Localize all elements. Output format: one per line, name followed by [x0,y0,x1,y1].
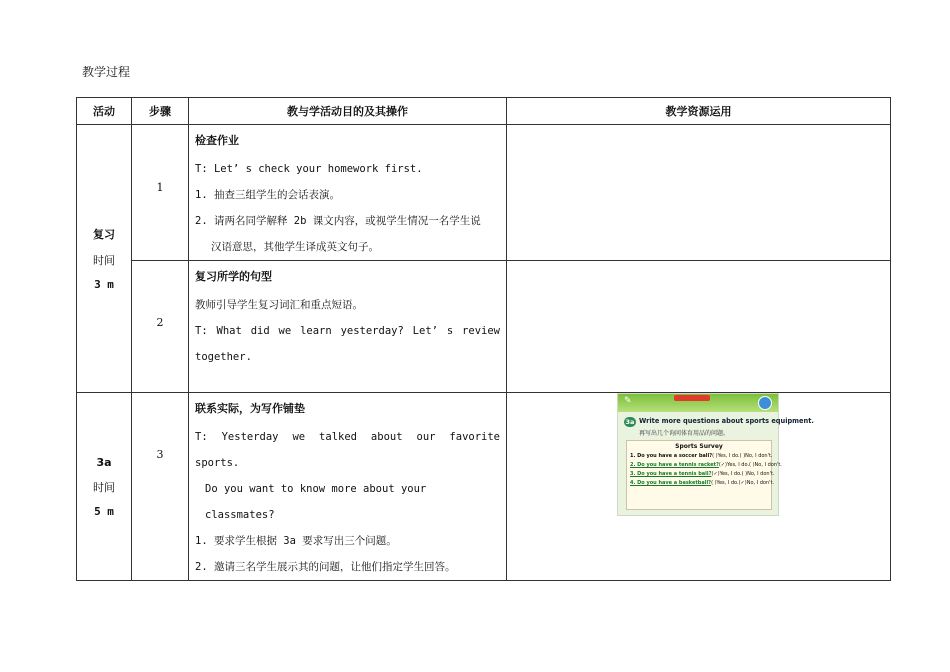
activity-cell-review [77,125,132,393]
header-resources: 教学资源运用 [507,98,891,125]
resource-cell [507,393,891,581]
survey-title: Sports Survey [675,443,723,450]
activity-name: 3a [96,455,112,469]
header-row [77,98,891,125]
survey-no: (✓)No, I don't. [738,480,775,486]
text-line: T: Yesterday we talked about our favorite sports. [195,431,500,469]
header-step: 步骤 [132,98,189,125]
ball-icon [758,396,772,410]
slide-prompt: Write more questions about sports equipment. [639,417,814,425]
time-label: 时间 [93,480,115,494]
banner-tag [674,395,710,401]
logo-icon: ✎ [624,396,632,406]
survey-row [630,480,775,486]
text-line: 2. 请两名同学解释 2b 课文内容，或视学生情况一名学生说 [195,215,481,227]
text-line: T: What did we learn yesterday? Let’ s review [195,325,500,337]
text-line: Do you want to know more about your classmates? [205,483,427,521]
step-cell [132,261,189,393]
survey-question: 1. Do you have a soccer ball? [630,453,713,459]
courseware-slide-image [617,393,814,516]
text-line: 2. 邀请三名学生展示其的问题，让他们指定学生回答。 [195,561,456,573]
duration: 3 m [94,278,114,291]
table-row [77,393,891,581]
text-line: together. [195,351,252,363]
survey-no: ( )No, I don't. [739,453,773,459]
survey-box [626,440,782,510]
text-line: T: Let’ s check your homework first. [195,163,423,175]
operations-cell [189,393,507,581]
text-line: 汉语意思，其他学生译成英文句子。 [211,241,379,253]
slide-banner [618,394,778,412]
exercise-badge: 3a [625,418,635,426]
step-cell [132,125,189,261]
survey-yes: (✓)Yes, I do. [711,471,742,477]
survey-question: 3. Do you have a tennis ball? [630,471,712,477]
resource-cell [507,125,891,261]
step-title: 检查作业 [195,134,239,147]
header-operations: 教与学活动目的及其操作 [189,98,507,125]
survey-question: 4. Do you have a basketball? [630,480,712,486]
survey-yes: ( )Yes, I do. [712,453,740,459]
activity-cell-3a [77,393,132,581]
slide-prompt-cn: 再写出几个询问体育用品的问题。 [639,430,730,437]
step-cell [132,393,189,581]
survey-yes: ( )Yes, I do. [711,480,739,486]
survey-row [630,462,782,468]
survey-no: ( )No, I don't. [741,471,775,477]
table-row [77,261,891,393]
survey-no: ( )No, I don't. [749,462,782,468]
lesson-table [76,97,891,581]
survey-row [630,471,775,477]
operations-cell [189,261,507,393]
survey-yes: (✓)Yes, I do. [718,462,750,468]
step-number: 2 [156,316,164,329]
text-line: 教师引导学生复习词汇和重点短语。 [195,299,363,311]
survey-row [630,453,773,459]
header-activity: 活动 [77,98,132,125]
time-label: 时间 [93,254,115,267]
step-title: 复习所学的句型 [195,270,272,283]
operations-cell [189,125,507,261]
text-line: 1. 抽查三组学生的会话表演。 [195,189,340,201]
duration: 5 m [94,504,114,518]
text-line: 1. 要求学生根据 3a 要求写出三个问题。 [195,535,397,547]
table-row [77,125,891,261]
section-heading: 教学过程 [82,65,131,79]
step-number: 3 [156,448,164,461]
survey-question: 2. Do you have a tennis racket? [630,462,719,468]
step-title: 联系实际，为写作铺垫 [195,402,305,415]
activity-name: 复习 [93,228,115,241]
resource-cell [507,261,891,393]
step-number: 1 [156,181,164,194]
